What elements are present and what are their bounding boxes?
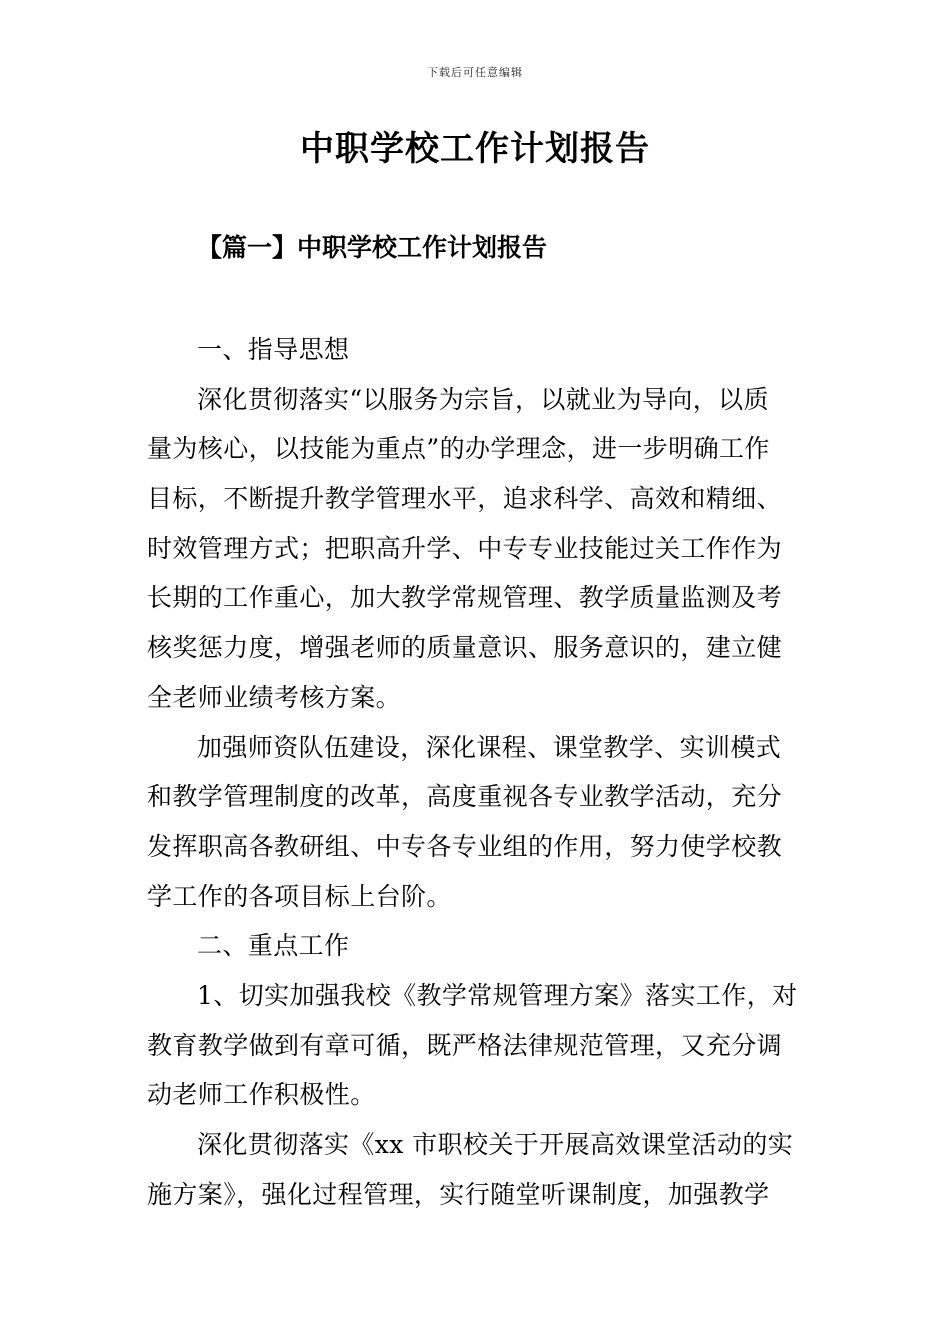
text-line: 深化贯彻落实“以服务为宗旨，以就业为导向，以质	[197, 384, 769, 414]
text-line: 施方案》，强化过程管理，实行随堂听课制度，加强教学	[147, 1179, 770, 1209]
text-line: 深化贯彻落实《xx 市职校关于开展高效课堂活动的实	[197, 1130, 794, 1159]
text-line: 量为核心，以技能为重点”的办学理念，进一步明确工作	[147, 434, 770, 464]
text-line: 时效管理方式；把职高升学、中专专业技能过关工作作为	[147, 533, 783, 563]
text-line: 一、指导思想	[197, 335, 350, 364]
text-line: 动老师工作积极性。	[147, 1080, 376, 1110]
document-title: 中职学校工作计划报告	[300, 129, 650, 169]
text-line: 和教学管理制度的改革，高度重视各专业教学活动，充分	[147, 782, 783, 812]
section-heading: 【篇一】中职学校工作计划报告	[197, 233, 548, 262]
document-body	[147, 325, 809, 1219]
text-line: 发挥职高各教研组、中专各专业组的作用，努力使学校教	[147, 831, 783, 861]
text-line: 学工作的各项目标上台阶。	[147, 881, 452, 911]
text-line: 1、切实加强我校《教学常规管理方案》落实工作，对	[197, 980, 798, 1010]
text-line: 加强师资队伍建设，深化课程、课堂教学、实训模式	[197, 732, 782, 762]
header-note: 下载后可任意编辑	[427, 66, 523, 79]
text-line: 核奖惩力度，增强老师的质量意识、服务意识的，建立健	[147, 633, 783, 663]
text-line: 全老师业绩考核方案。	[147, 682, 402, 712]
text-line: 教育教学做到有章可循，既严格法律规范管理，又充分调	[147, 1030, 783, 1060]
text-line: 目标，不断提升教学管理水平，追求科学、高效和精细、	[147, 484, 783, 514]
text-line: 长期的工作重心，加大教学常规管理、教学质量监测及考	[147, 583, 783, 613]
text-line: 二、重点工作	[197, 931, 350, 961]
